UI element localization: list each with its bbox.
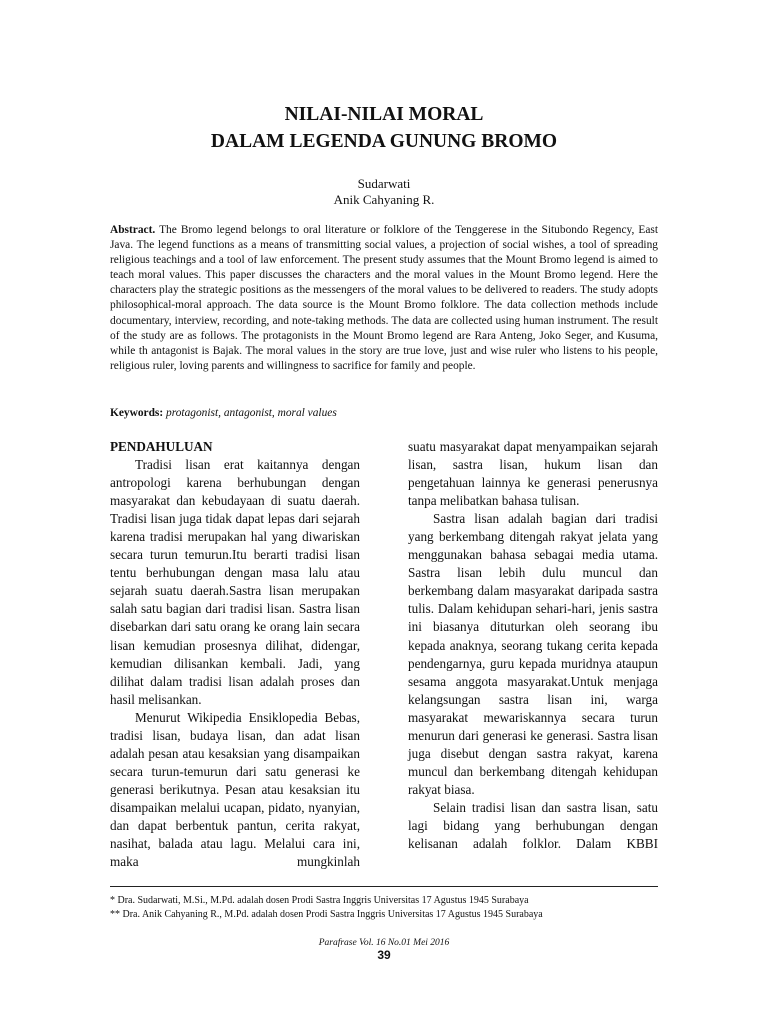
page-number: 39 <box>377 948 391 962</box>
journal-info: Parafrase Vol. 16 No.01 Mei 2016 <box>318 938 450 948</box>
footnote-divider <box>110 886 658 887</box>
abstract <box>110 223 658 374</box>
left-column <box>110 438 360 871</box>
paper-title-line-1: NILAI-NILAI MORAL <box>284 104 484 125</box>
author-name-1: Sudarwati <box>357 176 411 191</box>
right-paragraph-2: Sastra lisan adalah bagian dari tradisi yang berkembang ditengah rakyat jelata yang menggunakan bahasa sebagai media utama. Sastra lisan lebih dulu muncul dan berkembang dalam masyarakat daripada sastra tulis. Dalam kehidupan sehari-hari, jenis sastra ini biasanya dituturkan oleh seorang ibu kepada anaknya, seorang tukang cerita kepada pendengarnya, guru kepada muridnya ataupun sesama anggota masyarakat.Untuk menjaga kelangsungan sastra lisan ini, warga masyarakat mewariskannya secara turun menurun dari generasi ke generasi. Sastra lisan juga disebut dengan sastra rakyat, karena muncul dan berkembang ditengah kehidupan rakyat biasa. <box>408 511 658 797</box>
paper-title-line-2: DALAM LEGENDA GUNUNG BROMO <box>210 131 558 152</box>
left-paragraph-1: Tradisi lisan erat kaitannya dengan antropologi karena berhubungan dengan masyarakat dan kebudayaan di suatu daerah. Tradisi lisan juga tidak dapat lepas dari sejarah karena tradisi merupakan hal yang diwariskan secara turun temurun.Itu berarti tradisi lisan tentu berhubungan dengan masa lalu atau sejarah suatu daerah.Sastra lisan merupakan salah satu bagian dari tradisi lisan. Sastra lisan disebarkan dari satu orang ke orang lain secara lisan kemudian prosesnya dilihat, didengar, kemudian dilisankan kembali. Jadi, yang dilihat dalam tradisi lisan adalah proses dan hasil melisankan. <box>110 457 360 707</box>
keywords-text: protagonist, antagonist, moral values <box>166 407 337 419</box>
left-paragraph-2: Menurut Wikipedia Ensiklopedia Bebas, tradisi lisan, budaya lisan, dan adat lisan adalah pesan atau kesaksian yang disampaikan secara turun-temurun dari satu generasi ke generasi berikutnya. Pesan atau kesaksian itu disampaikan melalui ucapan, pidato, nyanyian, dan dapat berbentuk pantun, cerita rakyat, nasihat, balada atau lagu. Melalui cara ini, maka mungkinlah <box>110 709 360 870</box>
author-name-2: Anik Cahyaning R. <box>333 192 435 207</box>
keywords <box>110 406 337 421</box>
right-paragraph-3: Selain tradisi lisan dan sastra lisan, satu lagi bidang yang berhubungan dengan kelisanan adalah folklor. Dalam KBBI <box>408 799 658 852</box>
footnote-1: * Dra. Sudarwati, M.Si., M.Pd. adalah dosen Prodi Sastra Inggris Universitas 17 Agustus 1945 Surabaya <box>110 895 529 906</box>
abstract-label: Abstract. <box>110 224 156 236</box>
keywords-label: Keywords: <box>110 407 164 419</box>
right-column <box>408 438 658 853</box>
right-paragraph-1: suatu masyarakat dapat menyampaikan sejarah lisan, sastra lisan, hukum lisan dan pengetahuan lainnya ke generasi penerusnya tanpa melibatkan bahasa tulisan. <box>408 439 658 509</box>
footnote-2: ** Dra. Anik Cahyaning R., M.Pd. adalah dosen Prodi Sastra Inggris Universitas 17 Agustus 1945 Surabaya <box>110 909 543 920</box>
abstract-text: The Bromo legend belongs to oral literature or folklore of the Tenggerese in the Situbondo Regency, East Java. The legend functions as a means of transmitting social values, a projection of social wishes, a tool of spreading religious teachings and a tool of law enforcement. The present study assumes that the Mount Bromo legend is aimed to teach moral values. This paper discusses the characters and the moral values in the Mount Bromo legend. Here the characters play the strategic positions as the messengers of the moral values to be delivered to readers. The study adopts philosophical-moral approach. The data source is the Mount Bromo folklore. The data collection methods include documentary, interview, recording, and note-taking methods. The data are collected using human instrument. The result of the study are as follows. The protagonists in the Mount Bromo legend are Rara Anteng, Joko Seger, and Kusuma, while th antagonist is Bajak. The moral values in the story are true love, just and wise ruler who listens to his people, religious ruler, loving parents and willingness to sacrifice for family and people. <box>110 224 658 372</box>
section-heading: PENDAHULUAN <box>110 439 213 454</box>
